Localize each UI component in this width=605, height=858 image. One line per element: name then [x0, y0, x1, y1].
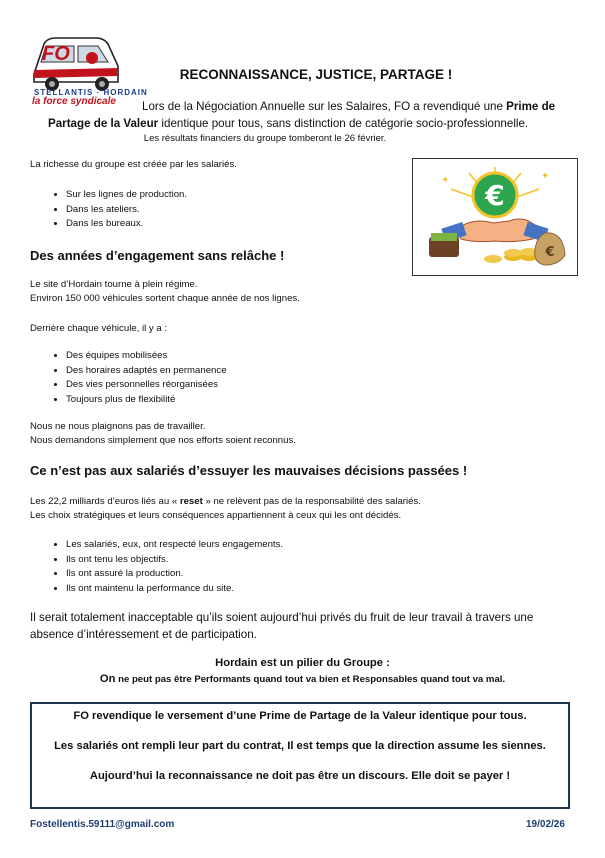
- intro-line-1: Lors de la Négociation Annuelle sur les Salaires, FO a revendiqué une Prime de: [142, 100, 556, 113]
- engagement-list: [40, 349, 227, 407]
- list-item: • Des vies personnelles réorganisées: [66, 378, 227, 393]
- demand-line-1: FO revendique le versement d’une Prime de Partage de la Valeur identique pour tous.: [73, 710, 527, 722]
- svg-text:✦: ✦: [541, 171, 550, 182]
- footer-date: 19/02/26: [526, 819, 565, 830]
- logo-subtitle-stellantis: STELLANTIS · HORDAIN: [34, 88, 148, 97]
- pillar-statement: On ne peut pas être Performants quand tout va bien et Responsables quand tout va mal.: [99, 673, 506, 685]
- list-item: • Des équipes mobilisées: [66, 349, 227, 364]
- list-item: • Des horaires adaptés en permanence: [66, 364, 227, 379]
- demand-box: [30, 702, 570, 809]
- list-item: • Les salariés, eux, ont respecté leurs engagements.: [66, 538, 283, 553]
- list-item: • Sur les lignes de production.: [66, 188, 187, 203]
- svg-text:€: €: [545, 245, 555, 260]
- paragraph-behind-vehicle: Derrière chaque véhicule, il y a :: [30, 323, 168, 334]
- handshake-euro-illustration: [412, 158, 578, 276]
- list-item: • Ils ont maintenu la performance du site.: [66, 582, 283, 597]
- list-item: • Dans les ateliers.: [66, 203, 187, 218]
- paragraph-unacceptable: Il serait totalement inacceptable qu’ils soient aujourd’hui privés du fruit de leur travail à travers une absence d’intéressement et de participation.: [30, 611, 534, 641]
- section-heading-decisions: Ce n’est pas aux salariés d’essuyer les mauvaises décisions passées !: [30, 463, 468, 478]
- demand-line-2: Les salariés ont rempli leur part du contrat, Il est temps que la direction assume les siennes.: [54, 740, 546, 752]
- svg-text:€: €: [485, 179, 505, 212]
- logo-brand: FO: [42, 43, 70, 65]
- wealth-text: La richesse du groupe est créée par les salariés.: [30, 159, 237, 170]
- intro-line-3: Les résultats financiers du groupe tomberont le 26 février.: [143, 133, 387, 144]
- employees-list: [40, 538, 283, 596]
- paragraph-site: Le site d’Hordain tourne à plein régime. Environ 150 000 véhicules sortent chaque année de nos lignes.: [30, 279, 300, 304]
- paragraph-reset: Les 22,2 milliards d’euros liés au « reset » ne relèvent pas de la responsabilité des salariés. Les choix stratégiques et leurs conséquences appartiennent à ceux qui les ont décidés.: [30, 496, 421, 521]
- intro-line-2: Partage de la Valeur identique pour tous, sans distinction de catégorie socio-professionnelle.: [48, 117, 529, 130]
- footer-email-link[interactable]: Fostellentis.59111@gmail.com: [30, 819, 175, 830]
- list-item: • Toujours plus de flexibilité: [66, 393, 227, 408]
- paragraph-demand: Nous ne nous plaignons pas de travailler. Nous demandons simplement que nos efforts soient reconnus.: [30, 421, 296, 446]
- list-item: • Ils ont tenu les objectifs.: [66, 553, 283, 568]
- svg-text:✦: ✦: [441, 175, 450, 186]
- wealth-list: [40, 188, 187, 232]
- list-item: • Dans les bureaux.: [66, 217, 187, 232]
- pillar-title: Hordain est un pilier du Groupe :: [215, 657, 390, 669]
- page-title: RECONNAISSANCE, JUSTICE, PARTAGE !: [179, 67, 453, 82]
- list-item: • Ils ont assuré la production.: [66, 567, 283, 582]
- section-heading-engagement: Des années d’engagement sans relâche !: [30, 248, 285, 263]
- demand-line-3: Aujourd’hui la reconnaissance ne doit pas être un discours. Elle doit se payer !: [89, 770, 511, 782]
- logo-tagline: la force syndicale: [32, 96, 116, 107]
